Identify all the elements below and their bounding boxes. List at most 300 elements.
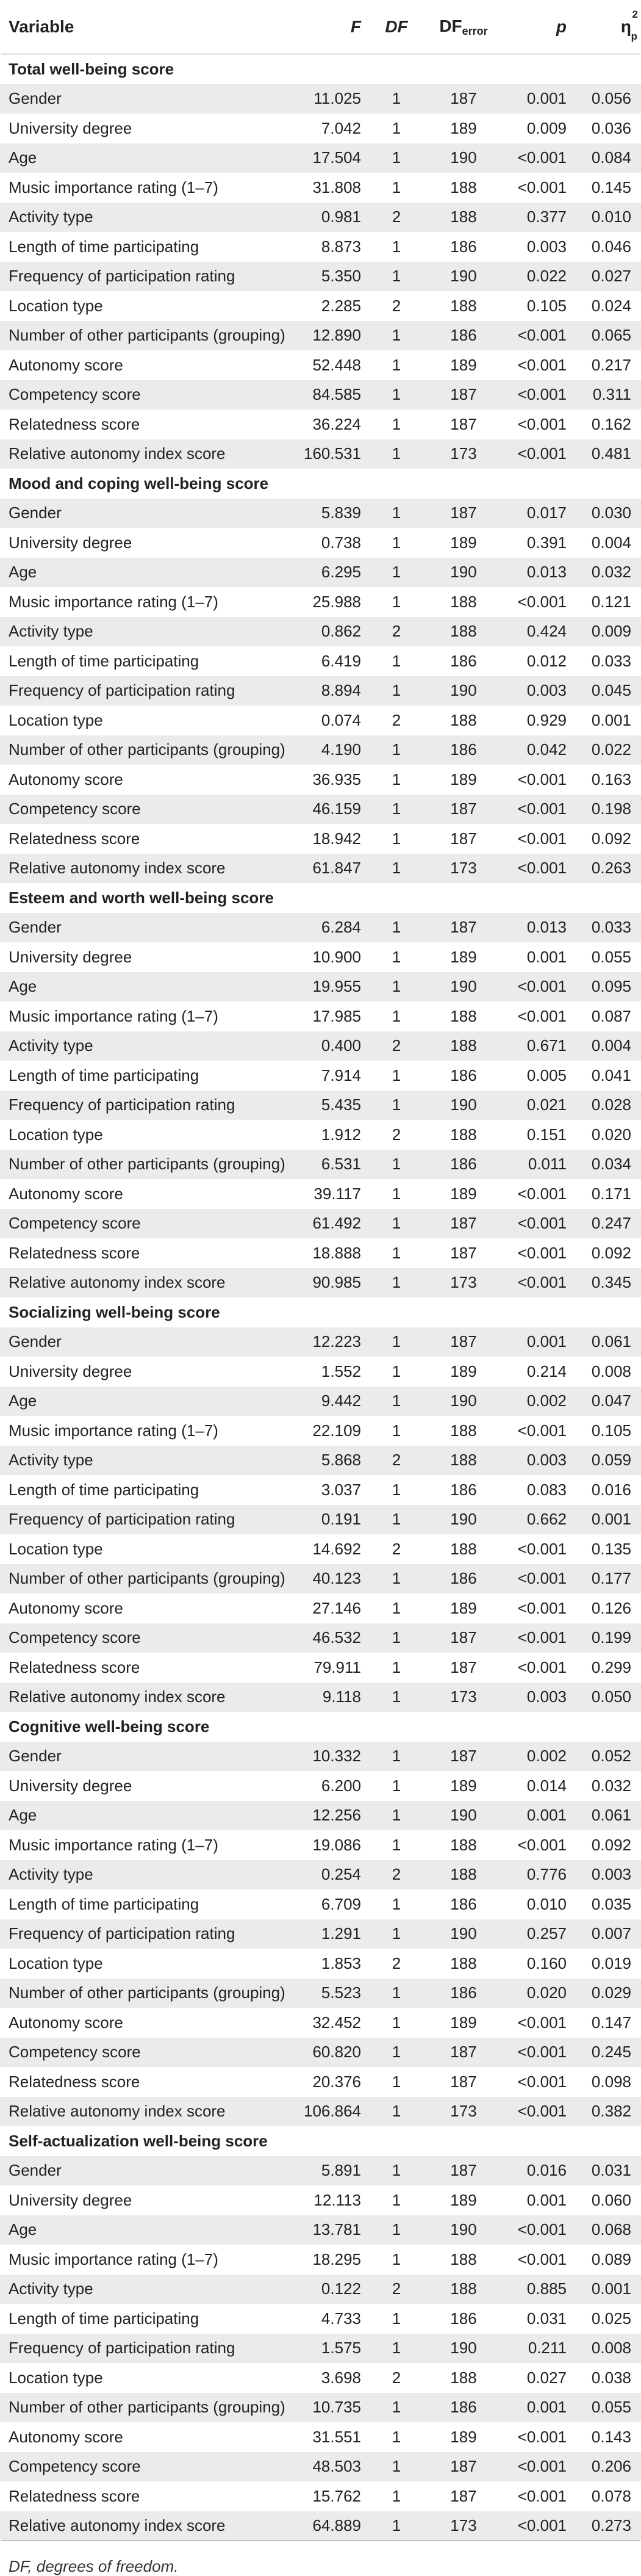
cell-df-error: 187 [450, 414, 477, 433]
cell-df: 1 [392, 89, 401, 108]
cell-eta: 0.024 [591, 296, 631, 315]
cell-df-error: 188 [450, 1125, 477, 1144]
table-row [0, 1534, 641, 1564]
table-row [0, 2215, 641, 2245]
cell-eta: 0.299 [591, 1658, 631, 1676]
cell-df: 1 [392, 1628, 401, 1647]
cell-eta: 0.217 [591, 355, 631, 374]
cell-eta: 0.162 [591, 414, 631, 433]
cell-eta: 0.198 [591, 799, 631, 818]
cell-variable: Activity type [9, 207, 93, 226]
cell-variable: Location type [9, 1954, 103, 1972]
table-row [0, 646, 641, 676]
cell-df: 1 [392, 2102, 401, 2121]
table-row [0, 1150, 641, 1180]
cell-df-error: 189 [450, 2427, 477, 2446]
cell-eta: 0.020 [591, 1125, 631, 1144]
cell-df-error: 190 [450, 977, 477, 996]
cell-f: 40.123 [312, 1569, 361, 1588]
cell-f: 12.256 [312, 1806, 361, 1825]
cell-variable: Autonomy score [9, 2013, 123, 2032]
cell-variable: Relatedness score [9, 2072, 140, 2091]
cell-p: <0.001 [517, 2072, 567, 2091]
cell-p: <0.001 [517, 1658, 567, 1676]
cell-df-error: 188 [450, 592, 477, 611]
cell-df-error: 188 [450, 178, 477, 197]
cell-p: <0.001 [517, 1273, 567, 1292]
cell-eta: 0.177 [591, 1569, 631, 1588]
table-row [0, 499, 641, 529]
cell-df-error: 186 [450, 740, 477, 759]
cell-df: 1 [392, 829, 401, 848]
cell-variable: Activity type [9, 1451, 93, 1470]
table-row [0, 913, 641, 943]
cell-eta: 0.007 [591, 1924, 631, 1943]
table-row [0, 2422, 641, 2452]
cell-eta: 0.033 [591, 918, 631, 937]
cell-variable: Location type [9, 2368, 103, 2387]
cell-f: 31.808 [312, 178, 361, 197]
cell-variable: Relative autonomy index score [9, 444, 226, 463]
cell-variable: Frequency of participation rating [9, 1510, 235, 1529]
cell-p: 0.391 [526, 533, 567, 552]
cell-f: 19.955 [312, 977, 361, 996]
cell-p: 0.003 [526, 237, 567, 256]
cell-variable: Competency score [9, 385, 141, 404]
cell-f: 11.025 [313, 89, 361, 108]
cell-variable: Relative autonomy index score [9, 2516, 226, 2535]
cell-variable: Number of other participants (grouping) [9, 740, 285, 759]
cell-df: 2 [392, 622, 401, 641]
cell-f: 1.853 [321, 1954, 361, 1972]
cell-df: 1 [392, 1066, 401, 1084]
cell-df: 1 [392, 326, 401, 345]
cell-f: 15.762 [312, 2486, 361, 2505]
cell-variable: University degree [9, 118, 132, 137]
cell-variable: Age [9, 977, 37, 996]
cell-df-error: 173 [450, 2516, 477, 2535]
cell-f: 5.868 [321, 1451, 361, 1470]
cell-df-error: 188 [450, 1954, 477, 1972]
cell-df-error: 187 [450, 2486, 477, 2505]
table-row [0, 1061, 641, 1091]
table-row [0, 1179, 641, 1209]
cell-df-error: 186 [450, 2309, 477, 2328]
cell-df: 1 [392, 118, 401, 137]
cell-variable: University degree [9, 1776, 132, 1795]
cell-eta: 0.345 [591, 1273, 631, 1292]
cell-f: 0.191 [321, 1510, 361, 1529]
section-title: Total well-being score [9, 59, 174, 78]
cell-p: 0.013 [526, 918, 567, 937]
cell-df-error: 190 [450, 1510, 477, 1529]
cell-variable: Length of time participating [9, 1894, 199, 1913]
cell-df-error: 187 [450, 918, 477, 937]
cell-eta: 0.273 [591, 2516, 631, 2535]
cell-p: 0.003 [526, 1687, 567, 1706]
cell-variable: Relatedness score [9, 414, 140, 433]
cell-df-error: 187 [450, 1747, 477, 1766]
table-row [0, 1593, 641, 1623]
cell-df: 1 [392, 2072, 401, 2091]
cell-variable: Frequency of participation rating [9, 1924, 235, 1943]
cell-df: 2 [392, 1954, 401, 1972]
table-row [0, 2363, 641, 2393]
cell-f: 6.284 [321, 918, 361, 937]
cell-variable: Age [9, 1391, 37, 1410]
cell-eta: 0.028 [591, 1095, 631, 1114]
cell-p: 0.671 [526, 1036, 567, 1055]
cell-p: 0.027 [526, 2368, 567, 2387]
cell-df: 1 [392, 563, 401, 582]
cell-f: 106.864 [304, 2102, 361, 2121]
cell-p: <0.001 [517, 1628, 567, 1647]
cell-variable: University degree [9, 1362, 132, 1380]
cell-df-error: 186 [450, 1569, 477, 1588]
table-row [0, 2452, 641, 2482]
cell-f: 6.419 [321, 651, 361, 670]
cell-f: 84.585 [312, 385, 361, 404]
cell-p: <0.001 [517, 1539, 567, 1558]
table-row [0, 1001, 641, 1031]
cell-df-error: 186 [450, 326, 477, 345]
cell-f: 7.042 [321, 118, 361, 137]
table-row [0, 1564, 641, 1594]
table-row [0, 2393, 641, 2423]
cell-variable: Activity type [9, 1036, 93, 1055]
cell-variable: Number of other participants (grouping) [9, 1569, 285, 1588]
cell-p: <0.001 [517, 2043, 567, 2062]
cell-df: 1 [392, 1362, 401, 1380]
cell-eta: 0.055 [591, 2398, 631, 2417]
cell-p: <0.001 [517, 1184, 567, 1203]
cell-df: 1 [392, 148, 401, 167]
cell-f: 17.504 [312, 148, 361, 167]
cell-p: 0.005 [526, 1066, 567, 1084]
cell-f: 27.146 [312, 1598, 361, 1617]
cell-df: 1 [392, 2516, 401, 2535]
cell-p: 0.001 [526, 89, 567, 108]
table-row [0, 1268, 641, 1298]
cell-df-error: 173 [450, 1273, 477, 1292]
section-header [0, 469, 641, 499]
cell-df: 1 [392, 1243, 401, 1262]
table-row [0, 2185, 641, 2215]
cell-eta: 0.068 [591, 2220, 631, 2239]
cell-f: 6.709 [321, 1894, 361, 1913]
cell-f: 64.889 [312, 2516, 361, 2535]
cell-variable: Age [9, 1806, 37, 1825]
cell-df-error: 188 [450, 622, 477, 641]
table-row [0, 1387, 641, 1416]
cell-df: 1 [392, 770, 401, 788]
cell-p: 0.002 [526, 1747, 567, 1766]
cell-df-error: 190 [450, 148, 477, 167]
cell-variable: Competency score [9, 1214, 141, 1233]
cell-variable: Frequency of participation rating [9, 681, 235, 700]
cell-f: 10.735 [312, 2398, 361, 2417]
cell-f: 2.285 [321, 296, 361, 315]
cell-p: 0.001 [526, 2398, 567, 2417]
cell-df: 1 [392, 2427, 401, 2446]
cell-eta: 0.092 [591, 829, 631, 848]
cell-variable: Gender [9, 918, 62, 937]
cell-p: 0.001 [526, 1806, 567, 1825]
cell-variable: Relatedness score [9, 1658, 140, 1676]
table-row [0, 1031, 641, 1061]
cell-eta: 0.004 [591, 533, 631, 552]
table-row [0, 1771, 641, 1801]
cell-p: 0.001 [526, 2190, 567, 2209]
cell-f: 1.552 [321, 1362, 361, 1380]
cell-eta: 0.008 [591, 2339, 631, 2358]
table-row [0, 1919, 641, 1949]
header-df: DF [385, 17, 408, 36]
cell-p: 0.151 [526, 1125, 567, 1144]
cell-eta: 0.019 [591, 1954, 631, 1972]
cell-f: 48.503 [312, 2457, 361, 2476]
cell-df: 1 [392, 1184, 401, 1203]
cell-p: 0.011 [528, 1155, 567, 1174]
cell-eta: 0.032 [591, 563, 631, 582]
cell-variable: Age [9, 2220, 37, 2239]
cell-eta: 0.481 [591, 444, 631, 463]
cell-eta: 0.092 [591, 1243, 631, 1262]
cell-df-error: 173 [450, 1687, 477, 1706]
table-row [0, 1889, 641, 1919]
cell-df-error: 186 [450, 1480, 477, 1499]
cell-df-error: 188 [450, 1451, 477, 1470]
cell-df: 1 [392, 1835, 401, 1854]
table-row [0, 1949, 641, 1979]
table-row [0, 439, 641, 469]
cell-eta: 0.046 [591, 237, 631, 256]
cell-f: 0.400 [321, 1036, 361, 1055]
cell-df: 1 [392, 2161, 401, 2180]
cell-f: 0.254 [321, 1865, 361, 1884]
cell-df: 1 [392, 178, 401, 197]
cell-df-error: 187 [450, 1332, 477, 1351]
cell-variable: Competency score [9, 799, 141, 818]
cell-df: 1 [392, 1598, 401, 1617]
cell-df: 2 [392, 207, 401, 226]
cell-f: 14.692 [312, 1539, 361, 1558]
cell-variable: Gender [9, 1747, 62, 1766]
cell-p: 0.257 [526, 1924, 567, 1943]
cell-variable: Length of time participating [9, 1480, 199, 1499]
cell-f: 36.935 [312, 770, 361, 788]
table-row [0, 587, 641, 617]
cell-variable: Number of other participants (grouping) [9, 1983, 285, 2002]
cell-p: 0.776 [526, 1865, 567, 1884]
cell-df-error: 188 [450, 1421, 477, 1440]
cell-eta: 0.001 [591, 1510, 631, 1529]
cell-df-error: 173 [450, 2102, 477, 2121]
cell-df: 1 [392, 651, 401, 670]
cell-eta: 0.092 [591, 1835, 631, 1854]
table-row [0, 854, 641, 884]
cell-variable: Autonomy score [9, 355, 123, 374]
header-p: p [556, 17, 567, 36]
table-row [0, 1327, 641, 1357]
cell-variable: Activity type [9, 622, 93, 641]
table-row [0, 1623, 641, 1653]
cell-df: 1 [392, 1687, 401, 1706]
table-row [0, 262, 641, 292]
cell-p: <0.001 [517, 1243, 567, 1262]
table-row [0, 409, 641, 439]
cell-p: <0.001 [517, 770, 567, 788]
cell-f: 5.523 [321, 1983, 361, 2002]
cell-variable: Location type [9, 1125, 103, 1144]
cell-df-error: 189 [450, 1598, 477, 1617]
cell-p: <0.001 [517, 385, 567, 404]
cell-df: 1 [392, 2398, 401, 2417]
cell-p: 0.016 [526, 2161, 567, 2180]
cell-eta: 0.143 [591, 2427, 631, 2446]
cell-eta: 0.056 [591, 89, 631, 108]
cell-df: 1 [392, 267, 401, 286]
cell-p: 0.214 [526, 1362, 567, 1380]
table-row [0, 2511, 641, 2541]
cell-eta: 0.041 [591, 1066, 631, 1084]
cell-variable: Gender [9, 1332, 62, 1351]
cell-df: 1 [392, 2486, 401, 2505]
cell-eta: 0.052 [591, 1747, 631, 1766]
cell-variable: Frequency of participation rating [9, 1095, 235, 1114]
cell-variable: Relative autonomy index score [9, 859, 226, 878]
cell-f: 9.442 [321, 1391, 361, 1410]
cell-df: 1 [392, 1480, 401, 1499]
cell-df: 1 [392, 1569, 401, 1588]
cell-f: 25.988 [312, 592, 361, 611]
cell-p: <0.001 [517, 977, 567, 996]
cell-eta: 0.029 [591, 1983, 631, 2002]
cell-p: 0.003 [526, 681, 567, 700]
cell-df-error: 189 [450, 533, 477, 552]
cell-p: 0.003 [526, 1451, 567, 1470]
cell-f: 46.159 [312, 799, 361, 818]
cell-df-error: 187 [450, 89, 477, 108]
cell-p: <0.001 [517, 1214, 567, 1233]
table-row [0, 2304, 641, 2334]
table-row [0, 321, 641, 351]
cell-df-error: 190 [450, 1806, 477, 1825]
cell-df-error: 190 [450, 1391, 477, 1410]
cell-df-error: 187 [450, 2457, 477, 2476]
cell-p: <0.001 [517, 1835, 567, 1854]
cell-df-error: 173 [450, 444, 477, 463]
cell-f: 20.376 [312, 2072, 361, 2091]
cell-df: 1 [392, 1658, 401, 1676]
cell-df-error: 190 [450, 681, 477, 700]
cell-eta: 0.038 [591, 2368, 631, 2387]
cell-df-error: 188 [450, 1539, 477, 1558]
cell-f: 8.894 [321, 681, 361, 700]
cell-variable: Length of time participating [9, 651, 199, 670]
table-row [0, 173, 641, 203]
cell-f: 1.912 [321, 1125, 361, 1144]
header-f: F [350, 17, 361, 36]
cell-df-error: 186 [450, 651, 477, 670]
cell-variable: Gender [9, 2161, 62, 2180]
cell-df: 1 [392, 1894, 401, 1913]
cell-p: <0.001 [517, 148, 567, 167]
cell-df-error: 187 [450, 2043, 477, 2062]
cell-eta: 0.382 [591, 2102, 631, 2121]
cell-p: 0.929 [526, 710, 567, 729]
cell-eta: 0.163 [591, 770, 631, 788]
cell-eta: 0.098 [591, 2072, 631, 2091]
table-row [0, 1209, 641, 1239]
table-body [0, 54, 641, 2541]
cell-f: 19.086 [312, 1835, 361, 1854]
header-eta-sub: p [631, 31, 637, 42]
cell-f: 0.981 [321, 207, 361, 226]
cell-eta: 0.087 [591, 1006, 631, 1025]
cell-f: 39.117 [313, 1184, 361, 1203]
cell-f: 6.295 [321, 563, 361, 582]
cell-df: 1 [392, 1095, 401, 1114]
cell-f: 60.820 [312, 2043, 361, 2062]
cell-f: 6.531 [321, 1155, 361, 1174]
cell-f: 13.781 [312, 2220, 361, 2239]
cell-f: 5.350 [321, 267, 361, 286]
section-header [0, 1712, 641, 1742]
cell-eta: 0.199 [591, 1628, 631, 1647]
cell-p: <0.001 [517, 2516, 567, 2535]
cell-eta: 0.010 [591, 207, 631, 226]
cell-df-error: 187 [450, 799, 477, 818]
cell-p: <0.001 [517, 444, 567, 463]
cell-eta: 0.033 [591, 651, 631, 670]
cell-df: 1 [392, 355, 401, 374]
cell-f: 4.190 [321, 740, 361, 759]
cell-p: 0.020 [526, 1983, 567, 2002]
cell-eta: 0.135 [591, 1539, 631, 1558]
cell-variable: Activity type [9, 2279, 93, 2298]
cell-p: 0.424 [526, 622, 567, 641]
table-row [0, 350, 641, 380]
cell-df-error: 189 [450, 355, 477, 374]
cell-eta: 0.050 [591, 1687, 631, 1706]
header-df-error-sub: error [462, 24, 488, 37]
cell-f: 46.532 [312, 1628, 361, 1647]
table-row [0, 972, 641, 1002]
table-row [0, 1446, 641, 1476]
cell-eta: 0.008 [591, 1362, 631, 1380]
cell-eta: 0.030 [591, 503, 631, 522]
cell-df: 1 [392, 1006, 401, 1025]
cell-f: 5.839 [321, 503, 361, 522]
cell-eta: 0.035 [591, 1894, 631, 1913]
table-row [0, 1860, 641, 1890]
cell-df: 1 [392, 237, 401, 256]
section-title: Cognitive well-being score [9, 1717, 210, 1736]
cell-eta: 0.047 [591, 1391, 631, 1410]
cell-p: <0.001 [517, 2013, 567, 2032]
cell-p: 0.009 [526, 118, 567, 137]
cell-f: 17.985 [312, 1006, 361, 1025]
cell-df: 1 [392, 918, 401, 937]
cell-f: 18.888 [312, 1243, 361, 1262]
cell-variable: Autonomy score [9, 1598, 123, 1617]
cell-p: <0.001 [517, 859, 567, 878]
cell-df: 1 [392, 533, 401, 552]
cell-f: 12.890 [312, 326, 361, 345]
cell-variable: Gender [9, 89, 62, 108]
cell-eta: 0.061 [591, 1806, 631, 1825]
